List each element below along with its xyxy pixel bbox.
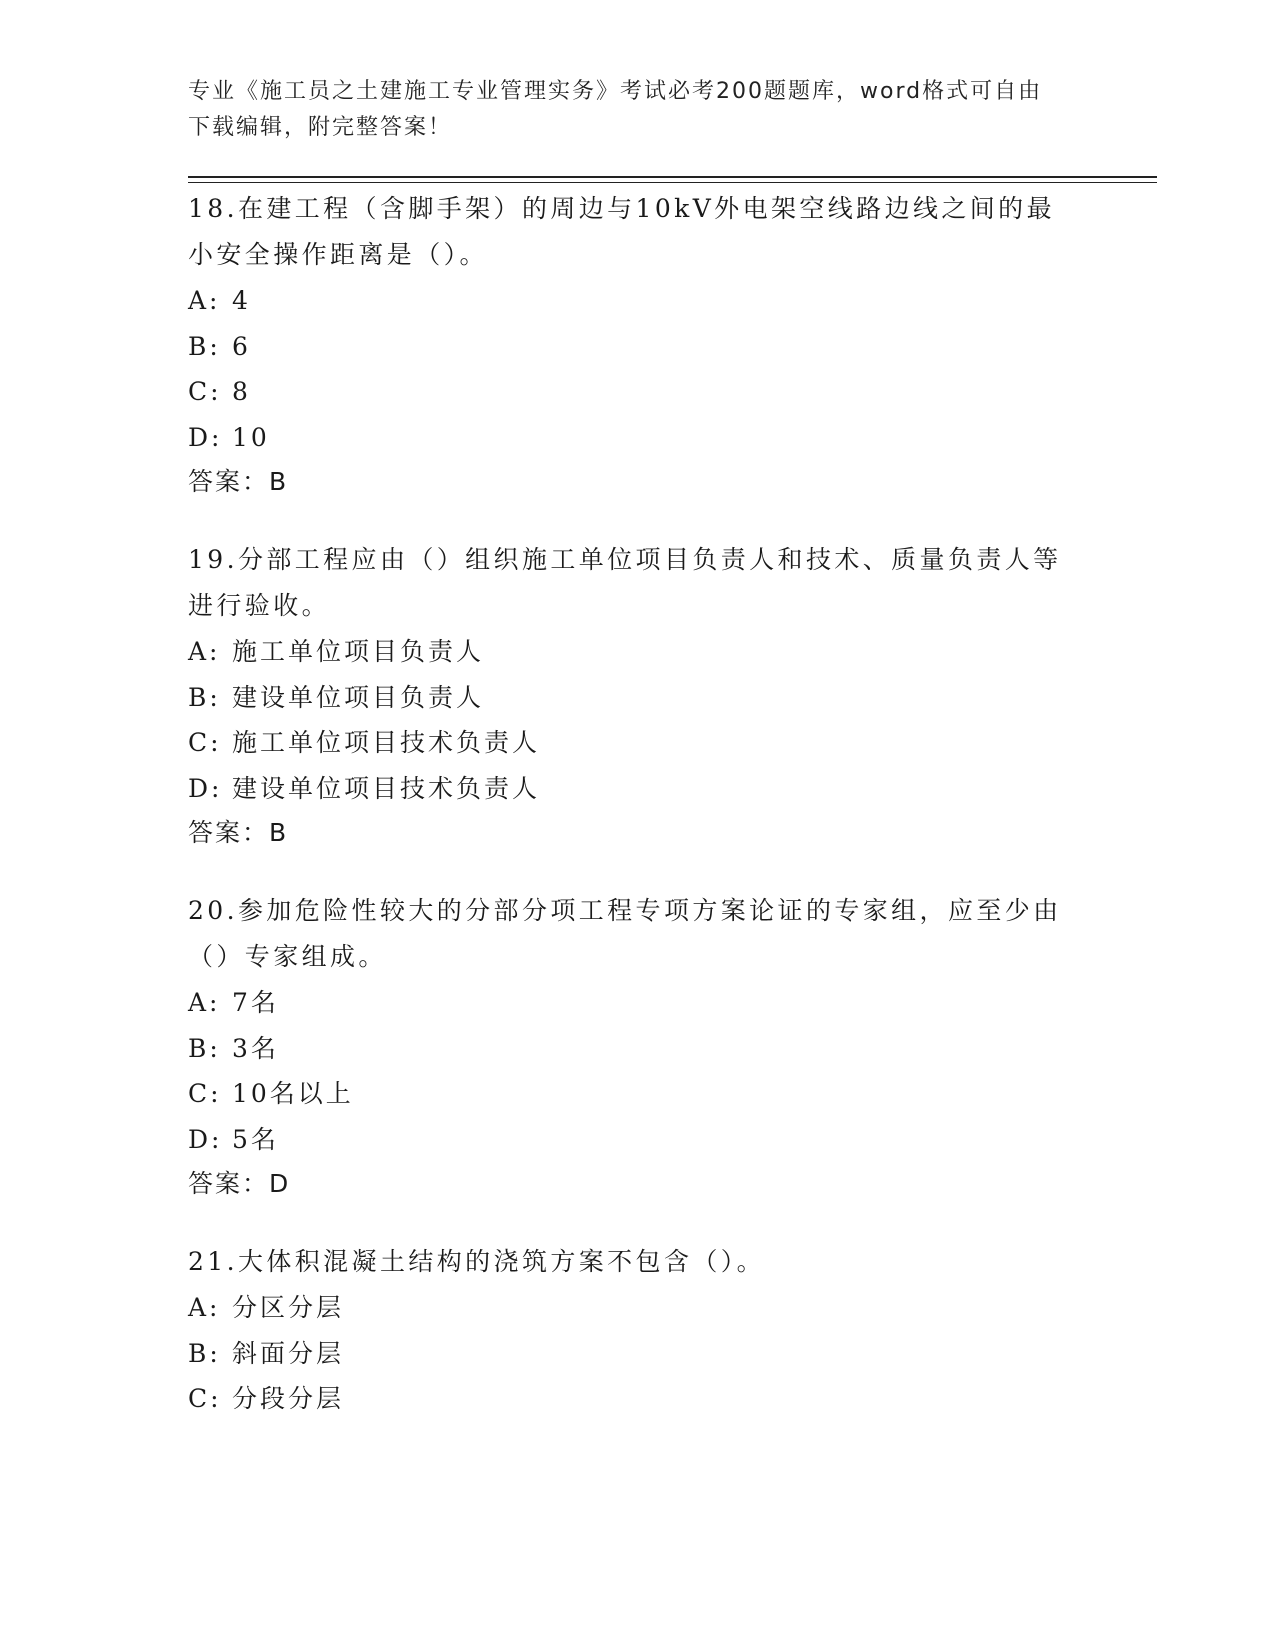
option-letter: A: [188, 286, 221, 315]
option-text: 施工单位项目负责人 [232, 637, 485, 666]
question-stem-line: 19.分部工程应由（）组织施工单位项目负责人和技术、质量负责人等 [188, 545, 1062, 574]
header-line-2: 下载编辑，附完整答案！ [188, 115, 453, 140]
option-c [188, 1376, 1088, 1422]
option-text: 斜面分层 [232, 1338, 345, 1368]
option-c [188, 369, 1088, 415]
option-letter: B: [188, 331, 221, 361]
header-line-1: 专业《施工员之土建施工专业管理实务》考试必考200题题库，word格式可自由 [188, 79, 1043, 104]
option-c [188, 720, 1088, 766]
option-d [188, 1117, 1088, 1163]
option-b [188, 1331, 1088, 1377]
answer-line: 答案：D [188, 1169, 291, 1198]
option-text: 分段分层 [232, 1384, 345, 1413]
question-stem-line: 20.参加危险性较大的分部分项工程专项方案论证的专家组，应至少由 [188, 896, 1062, 925]
header-divider-thin [188, 182, 1157, 183]
option-letter: A: [188, 1293, 221, 1322]
option-d [188, 415, 1088, 461]
option-letter: C: [188, 1079, 222, 1108]
option-text: 建设单位项目技术负责人 [232, 773, 541, 803]
question-stem-line: 小安全操作距离是（）。 [188, 240, 488, 269]
option-letter: B: [188, 1338, 221, 1368]
question-stem-line: 进行验收。 [188, 591, 331, 620]
option-letter: B: [188, 682, 221, 712]
option-letter: A: [188, 988, 221, 1017]
option-text: 5名 [232, 1124, 279, 1154]
answer-line: 答案：B [188, 818, 289, 847]
question-19 [188, 537, 1088, 855]
option-text: 7名 [232, 988, 279, 1017]
question-20 [188, 888, 1088, 1206]
option-text: 3名 [232, 1033, 279, 1063]
option-a [188, 1285, 1088, 1331]
option-letter: C: [188, 377, 222, 406]
option-text: 建设单位项目负责人 [232, 682, 485, 712]
option-letter: D: [188, 773, 223, 803]
header-divider-thick [188, 176, 1157, 178]
option-text: 4 [232, 286, 251, 315]
option-a [188, 278, 1088, 324]
question-stem-line: （）专家组成。 [188, 942, 387, 971]
option-letter: B: [188, 1033, 221, 1063]
option-text: 6 [232, 331, 251, 361]
option-b [188, 324, 1088, 370]
option-b [188, 1026, 1088, 1072]
question-stem-line: 18.在建工程（含脚手架）的周边与10kV外电架空线路边线之间的最 [188, 194, 1055, 223]
option-b [188, 675, 1088, 721]
option-a [188, 980, 1088, 1026]
option-d [188, 766, 1088, 812]
option-c [188, 1071, 1088, 1117]
option-letter: C: [188, 728, 222, 757]
option-text: 8 [232, 377, 251, 406]
option-text: 施工单位项目技术负责人 [232, 728, 541, 757]
answer-line: 答案：B [188, 467, 289, 496]
document-header [188, 74, 1088, 146]
option-text: 10 [232, 422, 270, 452]
question-18 [188, 186, 1088, 504]
option-letter: D: [188, 1124, 223, 1154]
option-letter: D: [188, 422, 223, 452]
question-stem-line: 21.大体积混凝土结构的浇筑方案不包含（）。 [188, 1247, 766, 1276]
option-text: 分区分层 [232, 1293, 345, 1322]
question-21 [188, 1239, 1088, 1422]
option-letter: A: [188, 637, 221, 666]
option-letter: C: [188, 1384, 222, 1413]
option-a [188, 629, 1088, 675]
option-text: 10名以上 [232, 1079, 354, 1108]
question-list [188, 186, 1088, 1455]
